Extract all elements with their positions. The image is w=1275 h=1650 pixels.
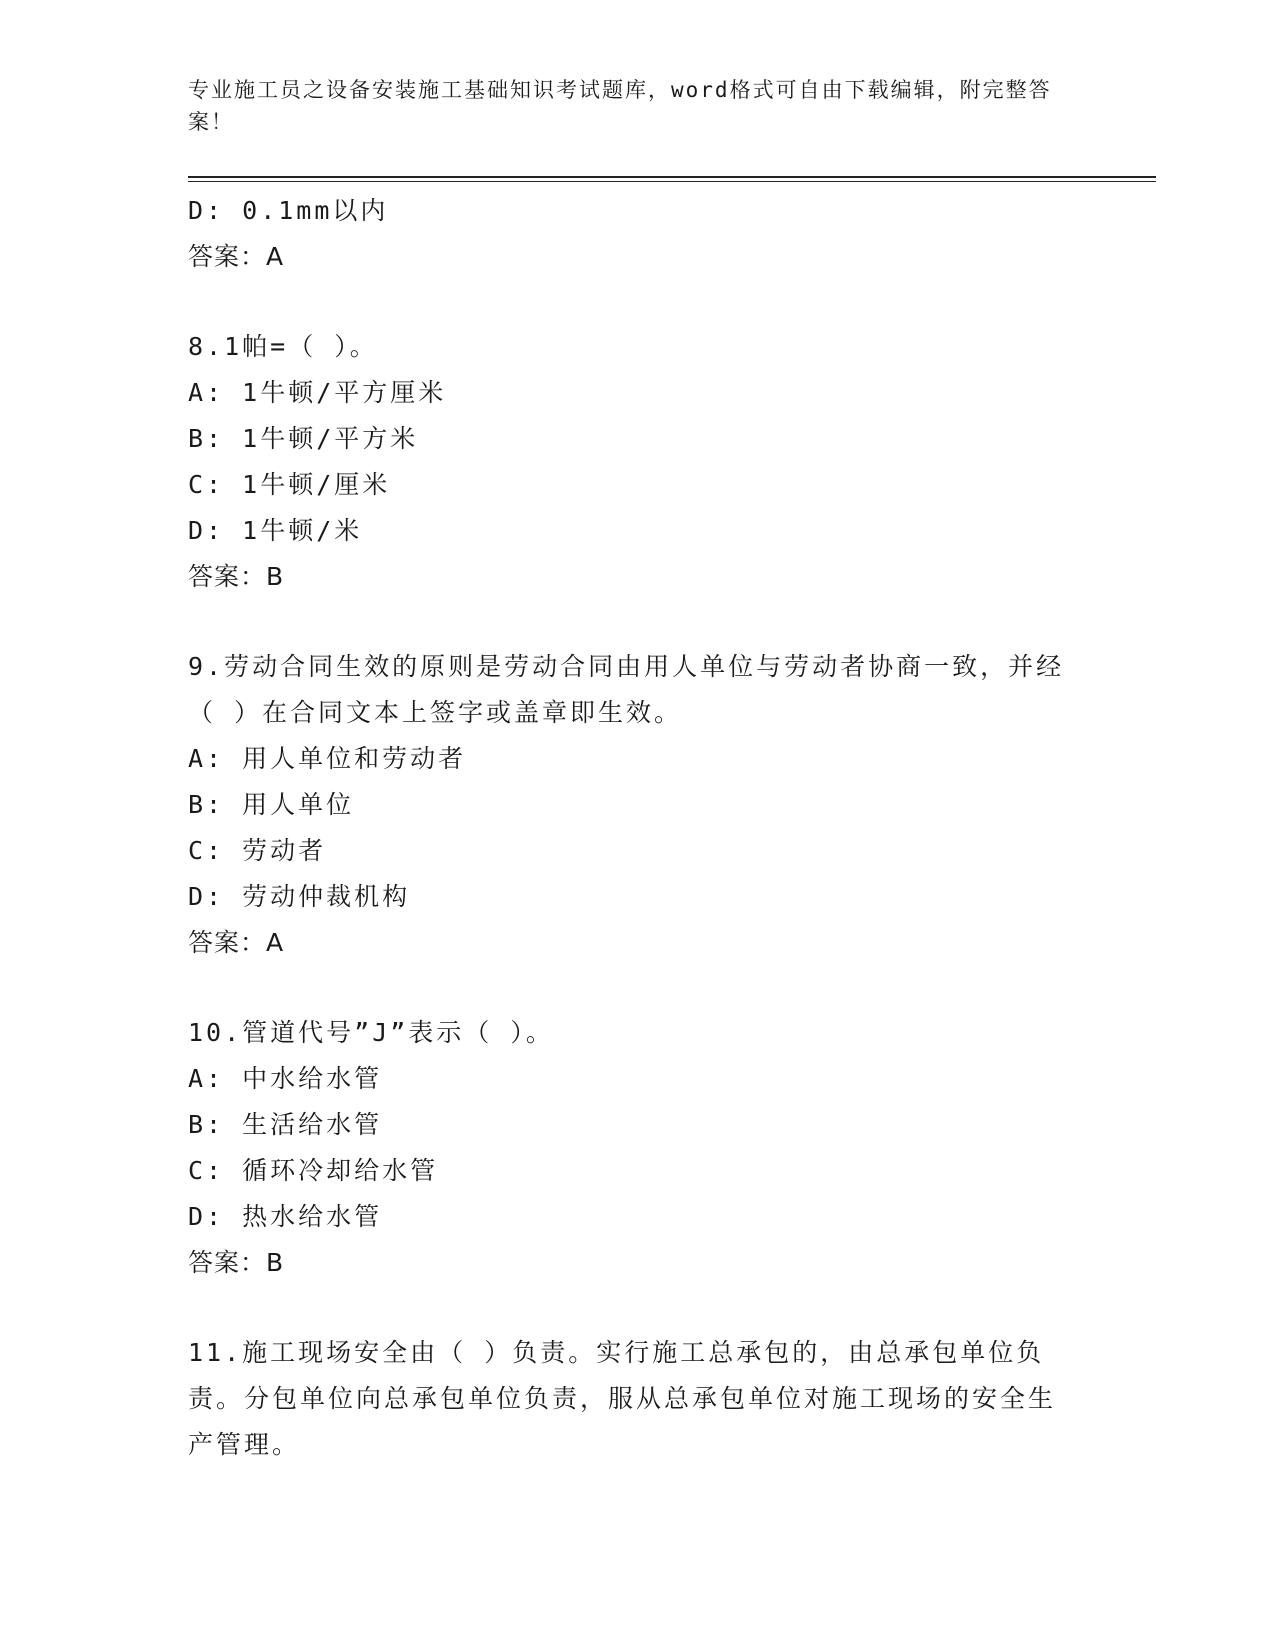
question-text: 8.1帕=（ ）。 bbox=[188, 332, 378, 361]
question-8 bbox=[188, 324, 1088, 600]
document-header: 专业施工员之设备安装施工基础知识考试题库，word格式可自由下载编辑，附完整答案！ bbox=[188, 78, 1052, 134]
header-divider-thin bbox=[188, 181, 1156, 182]
answer-line: 答案：B bbox=[188, 1248, 285, 1277]
answer-line: 答案：A bbox=[188, 242, 285, 271]
answer-line: 答案：B bbox=[188, 562, 285, 591]
option-b: B: 1牛顿/平方米 bbox=[188, 424, 419, 453]
option-a: A: 用人单位和劳动者 bbox=[188, 744, 467, 773]
option-a: A: 中水给水管 bbox=[188, 1064, 383, 1093]
question-text: 9.劳动合同生效的原则是劳动合同由用人单位与劳动者协商一致，并经（ ）在合同文本上签字或盖章即生效。 bbox=[188, 652, 1065, 727]
header-divider-thick bbox=[188, 176, 1156, 178]
option-d: D: 劳动仲裁机构 bbox=[188, 882, 411, 911]
question-text: 10.管道代号”J”表示（ ）。 bbox=[188, 1018, 554, 1047]
option-d: D: 热水给水管 bbox=[188, 1202, 383, 1231]
question-11 bbox=[188, 1330, 1088, 1468]
question-10 bbox=[188, 1010, 1088, 1286]
option-c: C: 劳动者 bbox=[188, 836, 327, 865]
option-a: A: 1牛顿/平方厘米 bbox=[188, 378, 447, 407]
option-c: C: 循环冷却给水管 bbox=[188, 1156, 439, 1185]
answer-line: 答案：A bbox=[188, 928, 285, 957]
option-d: D: 1牛顿/米 bbox=[188, 516, 363, 545]
option-c: C: 1牛顿/厘米 bbox=[188, 470, 391, 499]
option-b: B: 用人单位 bbox=[188, 790, 355, 819]
option-d: D: 0.1mm以内 bbox=[188, 196, 389, 225]
option-b: B: 生活给水管 bbox=[188, 1110, 383, 1139]
question-content bbox=[188, 188, 1088, 1468]
question-text: 11.施工现场安全由（ ）负责。实行施工总承包的，由总承包单位负责。分包单位向总承包单位负责，服从总承包单位对施工现场的安全生产管理。 bbox=[188, 1338, 1057, 1459]
question-9 bbox=[188, 644, 1088, 966]
